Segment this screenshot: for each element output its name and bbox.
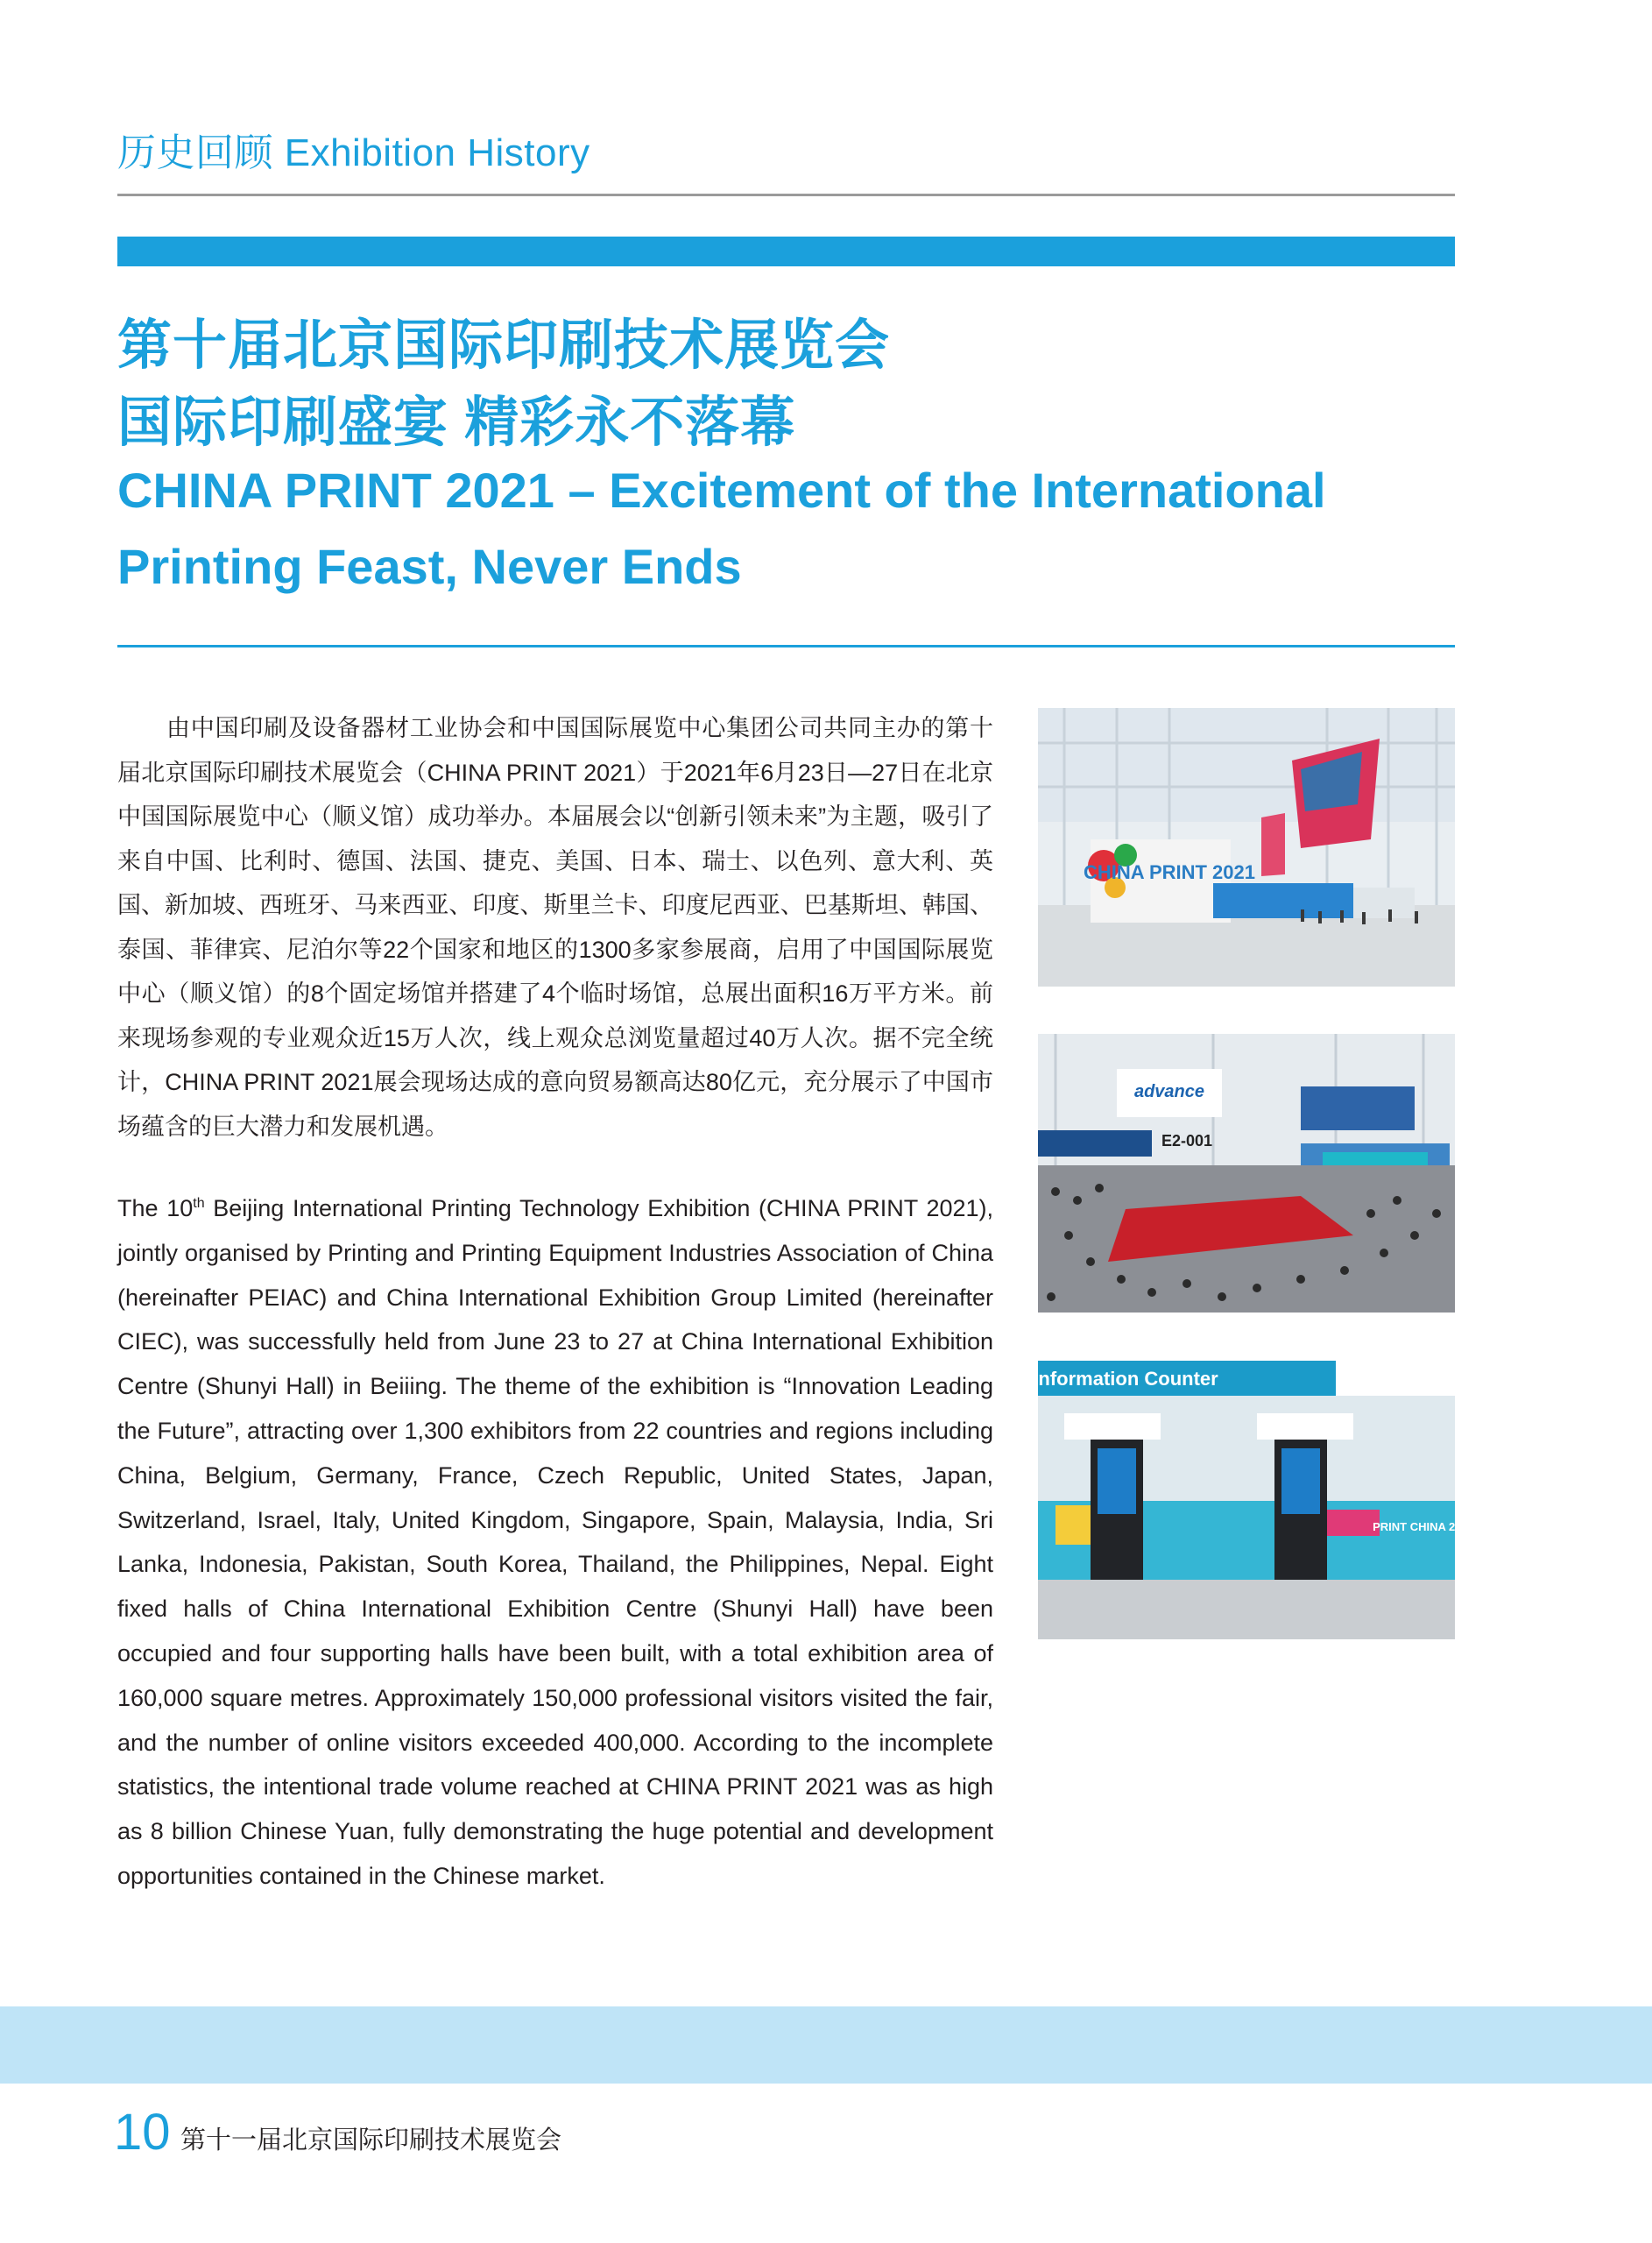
title-en-line2: Printing Feast, Never Ends bbox=[117, 539, 742, 594]
page-number: 10 bbox=[114, 2104, 171, 2161]
section-label-zh: 历史回顾 bbox=[117, 131, 273, 174]
title-zh-line2: 国际印刷盛宴 精彩永不落幕 bbox=[117, 393, 796, 453]
photo-information-counter bbox=[1033, 1361, 1474, 1639]
body-chinese bbox=[117, 706, 993, 1149]
photo3-banner: Information Counter bbox=[1033, 1368, 1218, 1390]
body-english bbox=[117, 1186, 993, 1899]
photo2-sign-top: advance bbox=[1133, 1082, 1205, 1101]
photo-opening-ceremony bbox=[1038, 1034, 1455, 1313]
body-english-paragraph: The 10th Beijing International Printing Technology Exhibition (CHINA PRINT 2021), jointly organised by Printing and Printing Equipment Industries Association of China (hereinafter PEIAC) and China International Exhibition Group Limited (hereinafter CIEC), was successfully held from June 23 to 27 at China International Exhibition Centre (Shunyi Hall) in Beiiing. The theme of the exhibition is “Innovation Leading the Future”, attracting over 1,300 exhibitors from 22 countries and regions including China, Belgium, Germany, France, Czech Republic, United States, Japan, Switzerland, Israel, Italy, United Kingdom, Singapore, Spain, Malaysia, India, Sri Lanka, Indonesia, Pakistan, South Korea, Thailand, the Philippines, Nepal. Eight fixed halls of China International Exhibition Centre (Shunyi Hall) have been occupied and four supporting halls have been built, with a total exhibition area of 160,000 square metres. Approximately 150,000 professional visitors visited the fair, and the number of online visitors exceeded 400,000. According to the incomplete statistics, the intentional trade volume reached at CHINA PRINT 2021 was as high as 8 billion Chinese Yuan, fully demonstrating the huge potential and development opportunities contained in the Chinese market. bbox=[117, 1195, 993, 1889]
header-rule bbox=[117, 194, 1455, 196]
photo-exhibition-hall bbox=[1038, 708, 1455, 987]
body-chinese-paragraph: 由中国印刷及设备器材工业协会和中国国际展览中心集团公司共同主办的第十届北京国际印刷技术展览会（CHINA PRINT 2021）于2021年6月23日—27日在北京中国国际展览中心（顺义馆）成功举办。本届展会以“创新引领未来”为主题，吸引了来自中国、比利时、德国、法国、捷克、美国、日本、瑞士、以色列、意大利、英国、新加坡、西班牙、马来西亚、印度、斯里兰卡、印度尼西亚、巴基斯坦、韩国、泰国、菲律宾、尼泊尔等22个国家和地区的1300多家参展商，启用了中国国际展览中心（顺义馆）的8个固定场馆并搭建了4个临时场馆，总展出面积16万平方米。前来现场参观的专业观众近15万人次，线上观众总浏览量超过40万人次。据不完全统计，CHINA PRINT 2021展会现场达成的意向贸易额高达80亿元，充分展示了中国市场蕴含的巨大潜力和发展机遇。 bbox=[117, 715, 993, 1140]
accent-bar bbox=[117, 237, 1455, 266]
photo3-logo: PRINT CHINA 2023 bbox=[1373, 1520, 1474, 1533]
title-en-line1: CHINA PRINT 2021 – Excitement of the International bbox=[117, 463, 1326, 518]
title-rule bbox=[117, 645, 1455, 647]
footer-title: 第十一届北京国际印刷技术展览会 bbox=[180, 2126, 562, 2155]
section-label bbox=[117, 121, 590, 177]
photo1-sign-text: CHINA PRINT 2021 bbox=[1083, 861, 1256, 883]
title-zh-line1: 第十届北京国际印刷技术展览会 bbox=[117, 315, 891, 376]
photo2-sign-bottom: E2-001 bbox=[1161, 1132, 1213, 1150]
section-label-en: Exhibition History bbox=[284, 131, 590, 174]
footer-band bbox=[0, 2006, 1652, 2084]
